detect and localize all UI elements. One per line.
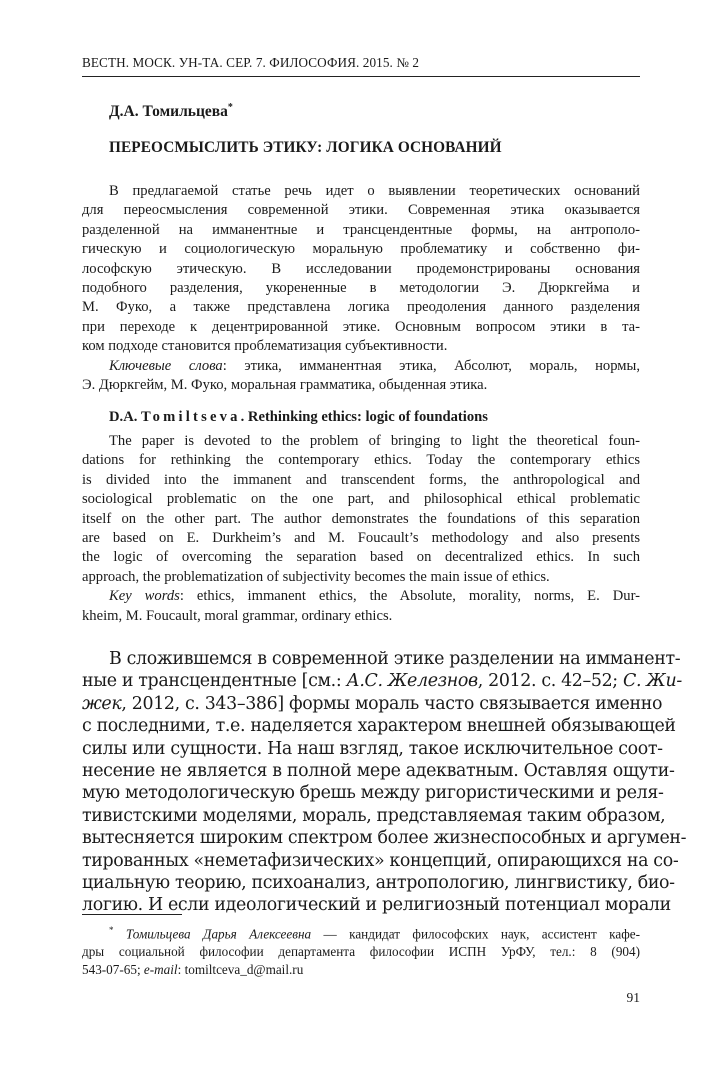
keywords-ru-line (82, 357, 640, 376)
body-text (82, 648, 687, 917)
keywords-en-label: Key words (109, 588, 180, 605)
abstract-en-line: approach, the problematization of subjectivity becomes the main issue of ethics. (82, 568, 550, 585)
abstract-en-line: are based on E. Durkheim’s and M. Foucault’s methodology and also presents (82, 530, 640, 547)
abstract-en-line: the logic of overcoming the separation based on decentralized ethics. In such (82, 549, 640, 566)
body-line: логию. И если идеологический и религиозный потенциал морали (82, 895, 671, 916)
footnote-author-name: Томильцева Дарья Алексеевна (125, 926, 312, 942)
page-number: 91 (626, 990, 640, 1005)
author-footnote-mark[interactable]: * (227, 102, 233, 113)
abstract-ru-line: ком подходе становится проблематизация субъективности. (82, 338, 448, 355)
running-head: ВЕСТН. МОСК. УН-ТА. СЕР. 7. ФИЛОСОФИЯ. 2015. № 2 (82, 55, 420, 70)
header-rule (82, 76, 640, 77)
abstract-ru-line: подобного разделения, укорененные в методологии Э. Дюркгейма и (82, 280, 640, 297)
abstract-en-line: sociological problematic on the one part, and philosophical ethical problematic (82, 491, 640, 508)
abstract-ru-line: М. Фуко, а также представлена логика преодоления данного разделения (82, 299, 640, 316)
body-line: несение не является в полной мере адекватным. Оставляя ощути- (82, 761, 675, 782)
author-name-text: Д.А. Томильцева (109, 103, 228, 121)
footnote-line (82, 961, 640, 979)
abstract-ru-line: гическую и социологическую моральную проблематику и собственно фи- (82, 241, 640, 258)
abstract-ru-line: разделенной на имманентные и трансцендентные формы, на антрополо- (82, 221, 640, 238)
abstract-en-line: dations for rethinking the contemporary ethics. Today the contemporary ethics (82, 452, 640, 469)
email-address[interactable]: : tomiltceva_d@mail.ru (177, 961, 304, 977)
body-line: тивистскими моделями, мораль, представляемая таким образом, (82, 805, 666, 826)
english-title (109, 409, 488, 426)
abstract-ru-line: при переходе к децентрированной этике. Основным вопросом этики в та- (82, 318, 640, 335)
footnote-line (82, 922, 640, 943)
footnote-line: дры социальной философии департамента философии ИСПН УрФУ, тел.: 8 (904) (82, 943, 640, 959)
body-line (82, 670, 682, 692)
keywords-ru-line: Э. Дюркгейм, М. Фуко, моральная грамматика, обыденная этика. (82, 377, 488, 394)
abstract-russian (82, 182, 640, 395)
email-label: e-mail (143, 961, 178, 977)
body-line: с последними, т.е. наделяется характером внешней обязывающей (82, 716, 676, 737)
citation-author: А.С. Железнов (346, 671, 478, 692)
footnote-phone: 543-07-65; (82, 961, 144, 977)
body-text-run: , 2012, с. 343–386] формы мораль часто связывается именно (121, 693, 663, 714)
footnote (82, 922, 640, 978)
abstract-en-line: itself on the other part. The author demonstrates the foundations of this separation (82, 510, 640, 527)
en-title-text: . Rethinking ethics: logic of foundations (240, 409, 488, 425)
footnote-rule (82, 914, 182, 915)
body-line: тированных «неметафизических» концепций, опирающихся на со- (82, 850, 679, 871)
keywords-en-line (82, 587, 640, 606)
keywords-ru-text: : этика, имманентная этика, Абсолют, мораль, нормы, (222, 357, 640, 374)
keywords-en-text: : ethics, immanent ethics, the Absolute, morality, norms, E. Dur- (179, 588, 640, 605)
body-line: циальную теорию, психоанализ, антропологию, лингвистику, био- (82, 873, 675, 894)
body-line: мую методологическую брешь между ригористическими и реля- (82, 783, 664, 804)
abstract-ru-line: В предлагаемой статье речь идет о выявлении теоретических оснований (109, 183, 640, 199)
author-name (109, 102, 233, 121)
en-author-surname: Tomiltseva (141, 409, 241, 425)
citation-author: жек (82, 693, 122, 714)
body-text-run: , 2012. с. 42–52; (477, 671, 623, 692)
footnote-text-run: — кандидат философских наук, ассистент кафе- (311, 926, 640, 942)
body-text-run: ные и трансцендентные [см.: (82, 671, 347, 692)
body-line: В сложившемся в современной этике разделении на имманент- (109, 649, 681, 669)
abstract-ru-line: для переосмысления современной этики. Современная этика оказывается (82, 202, 640, 219)
en-author-initials: D.A. (109, 409, 138, 425)
body-line: силы или сущности. На наш взгляд, такое исключительное соот- (82, 738, 663, 759)
footnote-mark: * (109, 925, 114, 935)
citation-author: С. Жи- (623, 671, 682, 692)
abstract-en-line: The paper is devoted to the problem of bringing to light the theoretical foun- (109, 433, 640, 449)
abstract-english (82, 432, 640, 626)
keywords-en-line: kheim, M. Foucault, moral grammar, ordinary ethics. (82, 607, 393, 624)
article-title: ПЕРЕОСМЫСЛИТЬ ЭТИКУ: ЛОГИКА ОСНОВАНИЙ (109, 139, 502, 156)
keywords-ru-label: Ключевые слова (109, 357, 223, 374)
body-line (82, 693, 663, 715)
abstract-ru-line: лософскую этическую. В исследовании продемонстрированы основания (82, 260, 640, 277)
abstract-en-line: is divided into the immanent and transcendent forms, the anthropological and (82, 471, 640, 488)
body-line: вытесняется широким спектром более жизнеспособных и аргумен- (82, 828, 687, 849)
